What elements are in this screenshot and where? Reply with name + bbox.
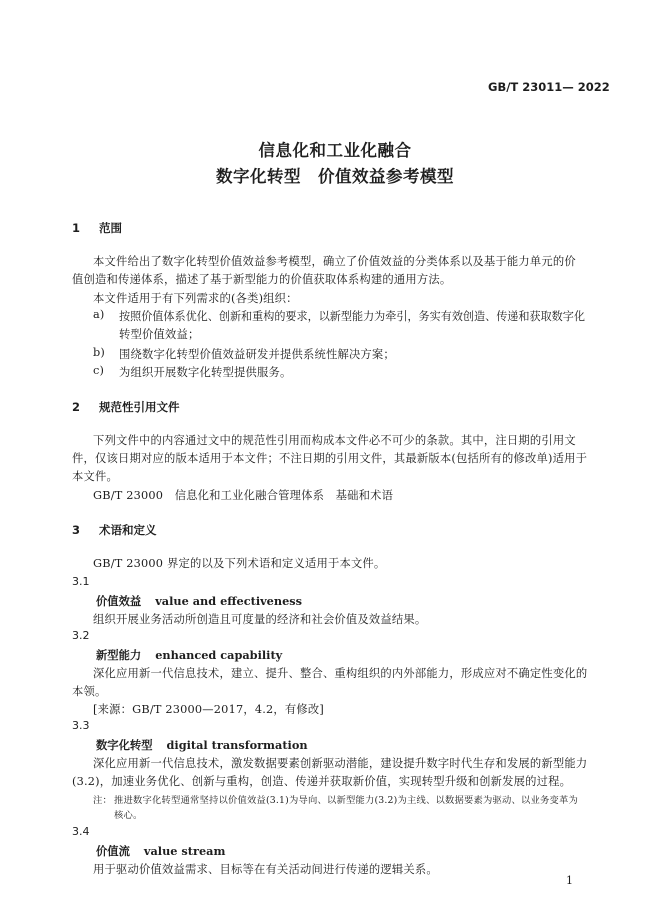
definition-3-1: 组织开展业务活动所创造且可度量的经济和社会价值及效益结果。 — [93, 613, 427, 626]
document-title-line1: 信息化和工业化融合 — [258, 141, 412, 160]
section-number: 3 — [72, 523, 81, 537]
document-title-line2: 数字化转型 价值效益参考模型 — [216, 167, 454, 186]
definition-3-2-line2: 本领。 — [72, 685, 107, 698]
section-number: 1 — [72, 221, 81, 235]
term-english: enhanced capability — [155, 648, 283, 662]
term-chinese: 新型能力 — [96, 648, 142, 662]
note-label: 注： — [93, 795, 112, 806]
term-3-1 — [96, 593, 302, 609]
section-number: 2 — [72, 400, 81, 414]
note-text-line1: 推进数字化转型通常坚持以价值效益(3.1)为导向、以新型能力(3.2)为主线、以数据要素为驱动、以业务变革为 — [114, 795, 578, 806]
list-item-c-label: c) — [93, 364, 105, 377]
section-title: 规范性引用文件 — [99, 400, 180, 414]
term-chinese: 价值效益 — [96, 594, 142, 608]
normative-paragraph-line2: 件，仅该日期对应的版本适用于本文件；不注日期的引用文件，其最新版本(包括所有的修改单)适用于 — [72, 452, 588, 465]
term-english: value stream — [143, 844, 226, 858]
page-number: 1 — [566, 874, 573, 887]
term-chinese: 价值流 — [96, 844, 130, 858]
term-3-3 — [96, 737, 308, 753]
list-item-b-label: b) — [93, 346, 106, 359]
definition-3-3-line2: (3.2)，加速业务优化、创新与重构，创造、传递并获取新价值，实现转型升级和创新发展的过程。 — [72, 775, 572, 788]
term-english: value and effectiveness — [155, 594, 302, 608]
normative-reference: GB/T 23000 信息化和工业化融合管理体系 基础和术语 — [93, 489, 394, 502]
term-3-2 — [96, 647, 282, 663]
list-item-a-label: a) — [93, 308, 105, 321]
definition-3-2-source: [来源：GB/T 23000—2017，4.2，有修改] — [93, 703, 324, 716]
term-3-4 — [96, 843, 225, 859]
list-item-a-line1: 按照价值体系优化、创新和重构的要求，以新型能力为牵引，务实有效创造、传递和获取数字化 — [119, 310, 585, 323]
section-1-heading — [72, 220, 122, 236]
normative-paragraph-line3: 本文件。 — [72, 470, 118, 483]
clause-number-3-1: 3.1 — [72, 575, 90, 588]
applicability-paragraph: 本文件适用于有下列需求的(各类)组织： — [93, 292, 298, 305]
definition-3-4: 用于驱动价值效益需求、目标等在有关活动间进行传递的逻辑关系。 — [93, 863, 438, 876]
terms-intro: GB/T 23000 界定的以及下列术语和定义适用于本文件。 — [93, 557, 386, 570]
scope-paragraph-line1: 本文件给出了数字化转型价值效益参考模型，确立了价值效益的分类体系以及基于能力单元的价 — [93, 255, 576, 268]
standard-code: GB/T 23011— 2022 — [488, 80, 610, 94]
clause-number-3-2: 3.2 — [72, 629, 90, 642]
section-2-heading — [72, 399, 180, 415]
list-item-c-text: 为组织开展数字化转型提供服务。 — [119, 366, 292, 379]
term-english: digital transformation — [166, 738, 308, 752]
section-title: 范围 — [99, 221, 122, 235]
normative-paragraph-line1: 下列文件中的内容通过文中的规范性引用而构成本文件必不可少的条款。其中，注日期的引用文 — [93, 434, 576, 447]
list-item-a-line2: 转型价值效益； — [119, 328, 200, 341]
list-item-b-text: 围绕数字化转型价值效益研发并提供系统性解决方案； — [119, 348, 395, 361]
definition-3-2-line1: 深化应用新一代信息技术，建立、提升、整合、重构组织的内外部能力，形成应对不确定性变化的 — [93, 667, 588, 680]
section-3-heading — [72, 522, 157, 538]
note-text-line2: 核心。 — [114, 810, 143, 821]
clause-number-3-3: 3.3 — [72, 719, 90, 732]
definition-3-3-line1: 深化应用新一代信息技术，激发数据要素创新驱动潜能，建设提升数字时代生存和发展的新型能力 — [93, 757, 588, 770]
section-title: 术语和定义 — [99, 523, 157, 537]
clause-number-3-4: 3.4 — [72, 825, 90, 838]
scope-paragraph-line2: 值创造和传递体系，描述了基于新型能力的价值获取体系构建的通用方法。 — [72, 273, 452, 286]
term-chinese: 数字化转型 — [96, 738, 153, 752]
